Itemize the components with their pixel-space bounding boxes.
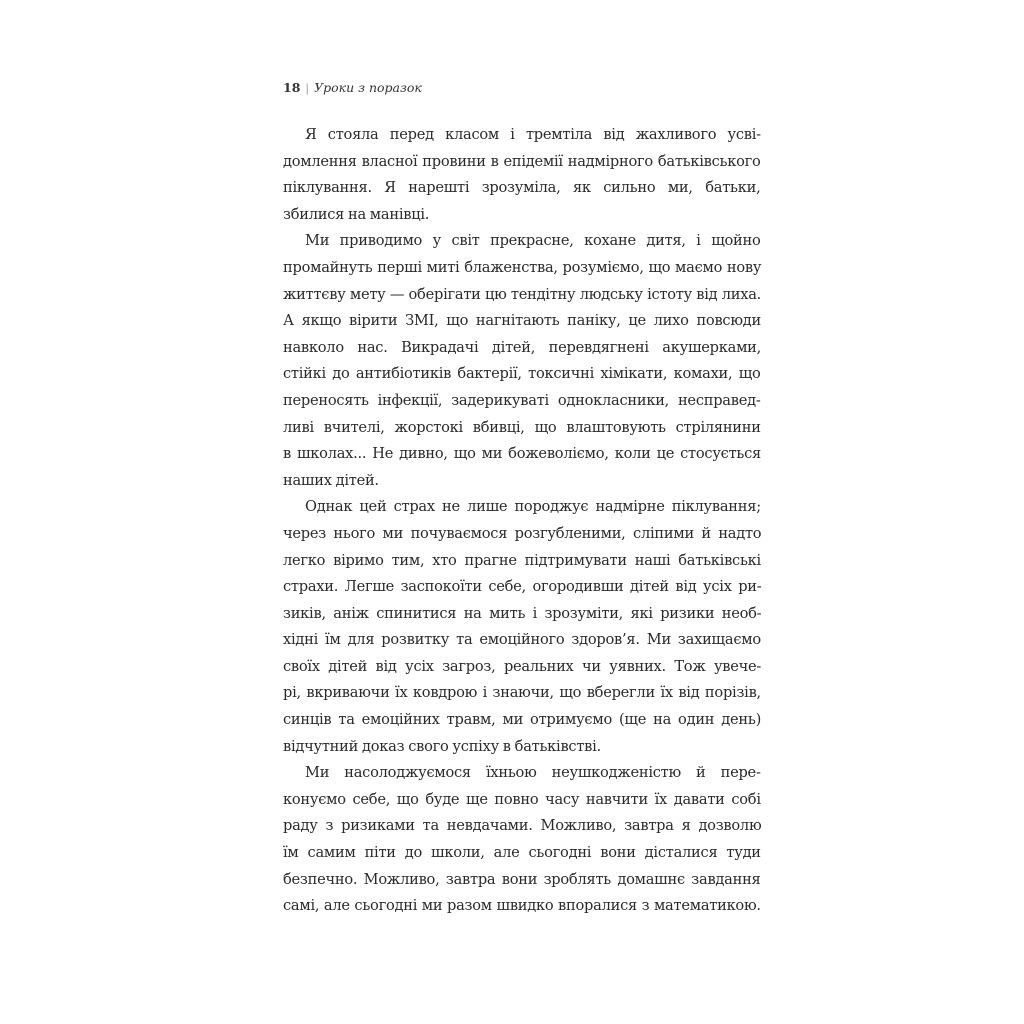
text-line: страхи. Легше заспокоїти себе, огородивши дітей від усіх ри-	[283, 578, 762, 596]
text-line: наших дітей.	[283, 471, 379, 489]
text-line: промайнуть перші миті блаженства, розуміємо, що маємо нову	[283, 258, 762, 276]
paragraph-4	[283, 760, 761, 920]
text-line: легко віримо тим, хто прагне підтримувати наші батьківські	[283, 551, 761, 569]
header-separator: |	[305, 82, 310, 95]
text-line: конуємо себе, що буде ще повно часу навчити їх давати собі	[283, 790, 761, 808]
text-line: через нього ми почуваємося розгубленими, сліпими й надто	[283, 524, 762, 542]
text-line: безпечно. Можливо, завтра вони зроблять домашнє завдання	[283, 870, 761, 888]
text-line: піклування. Я нарешті зрозуміла, як сильно ми, батьки,	[283, 179, 761, 197]
text-line: переносять інфекції, задерикуваті однокласники, несправед-	[283, 391, 761, 409]
text-line: ливі вчителі, жорстокі вбивці, що влаштовують стрілянини	[283, 418, 761, 436]
text-line: домлення власної провини в епідемії надмірного батьківського	[283, 152, 761, 170]
text-line: зиків, аніж спинитися на мить і зрозуміти, які ризики необ-	[283, 604, 762, 622]
text-line: стійкі до антибіотиків бактерії, токсичні хімікати, комахи, що	[283, 365, 761, 383]
text-line: Ми приводимо у світ прекрасне, кохане дитя, і щойно	[305, 232, 761, 250]
paragraph-3	[283, 494, 761, 760]
paragraph-2	[283, 228, 761, 494]
text-line: Однак цей страх не лише породжує надмірне піклування;	[305, 498, 761, 516]
running-head	[283, 80, 422, 97]
text-line: відчутний доказ свого успіху в батьківстві.	[283, 737, 601, 755]
paragraph-1	[283, 122, 761, 228]
text-line: навколо нас. Викрадачі дітей, перевдягнені акушерками,	[283, 338, 762, 356]
text-line: в школах... Не дивно, що ми божеволіємо, коли це стосується	[283, 445, 762, 463]
text-line: самі, але сьогодні ми разом швидко впоралися з математикою.	[283, 897, 761, 915]
text-line: раду з ризиками та невдачами. Можливо, завтра я дозволю	[283, 817, 762, 835]
text-line: Я стояла перед класом і тремтіла від жахливого усві-	[305, 126, 761, 143]
page-number: 18	[283, 80, 301, 95]
text-line: життєву мету — оберігати цю тендітну людську істоту від лиха.	[283, 285, 762, 303]
text-line: збилися на манівці.	[283, 205, 430, 223]
chapter-title: Уроки з поразок	[314, 80, 422, 95]
text-line: їм самим піти до школи, але сьогодні вони дісталися туди	[283, 844, 761, 862]
book-page	[283, 0, 761, 1024]
text-line: А якщо вірити ЗМІ, що нагнітають паніку, це лихо повсюди	[283, 312, 762, 330]
text-line: хідні їм для розвитку та емоційного здоров’я. Ми захищаємо	[283, 631, 761, 649]
body-text	[283, 122, 761, 920]
text-line: рі, вкриваючи їх ковдрою і знаючи, що вберегли їх від порізів,	[283, 684, 761, 702]
text-line: синців та емоційних травм, ми отримуємо (ще на один день)	[283, 711, 762, 729]
text-line: Ми насолоджуємося їхньою неушкодженістю й пере-	[305, 764, 761, 782]
text-line: своїх дітей від усіх загроз, реальних чи уявних. Тож увече-	[283, 657, 762, 675]
